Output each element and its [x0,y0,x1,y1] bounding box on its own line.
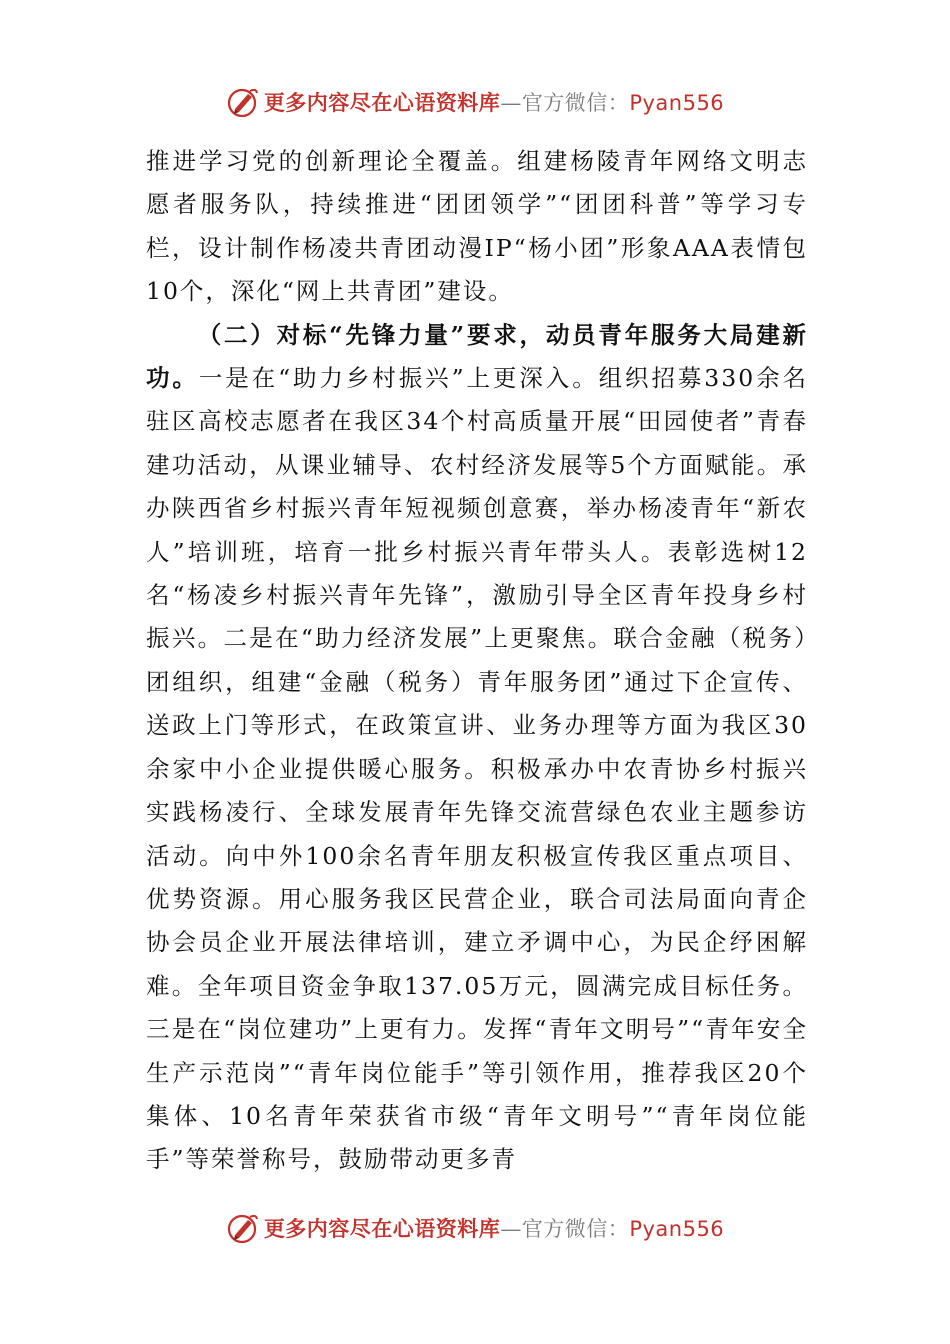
section-heading: （二）对标“先锋力量”要求，动员青年服务大局建新功。 [146,320,808,393]
watermark-text [264,87,724,117]
watermark-text [264,1213,724,1243]
watermark-dash: — [500,1217,522,1241]
paragraph-2-text: 一是在“助力乡村振兴”上更深入。组织招募330余名驻区高校志愿者在我区34个村高质量开展“田园使者”青春建功活动，从课业辅导、农村经济发展等5个方面赋能。承办陕西省乡村振兴青年短视频创意赛，举办杨凌青年“新农人”培训班，培育一批乡村振兴青年带头人。表彰选树12名“杨凌乡村振兴青年先锋”，激励引导全区青年投身乡村振兴。二是在“助力经济发展”上更聚焦。联合金融（税务）团组织，组建“金融（税务）青年服务团”通过下企宣传、送政上门等形式，在政策宣讲、业务办理等方面为我区30余家中小企业提供暖心服务。积极承办中农青协乡村振兴实践杨凌行、全球发展青年先锋交流营绿色农业主题参访活动。向中外100余名青年朋友积极宣传我区重点项目、优势资源。用心服务我区民营企业，联合司法局面向青企协会员企业开展法律培训，建立矛调中心，为民企纾困解难。全年项目资金争取137.05万元，圆满完成目标任务。三是在“岗位建功”上更有力。发挥“青年文明号”“青年安全生产示范岗”“青年岗位能手”等引领作用，推荐我区20个集体、10名青年荣获省市级“青年文明号”“青年岗位能手”等荣誉称号，鼓励带动更多青 [146,364,808,1174]
watermark-wechat-id: Pyan556 [629,91,725,115]
watermark-banner-bottom [0,1208,950,1248]
paragraph-2 [146,314,808,1182]
watermark-main-text: 更多内容尽在心语资料库 [263,1216,501,1241]
watermark-main-text: 更多内容尽在心语资料库 [263,90,501,115]
pen-circle-logo-icon [226,1211,260,1245]
watermark-sub-text: 官方微信： [521,91,630,115]
watermark-banner-top [0,82,950,122]
watermark-wechat-id: Pyan556 [629,1217,725,1241]
watermark-dash: — [500,91,522,115]
paragraph-1: 推进学习党的创新理论全覆盖。组建杨陵青年网络文明志愿者服务队，持续推进“团团领学”“团团科普”等学习专栏，设计制作杨凌共青团动漫IP“杨小团”形象AAA表情包10个，深化“网上共青团”建设。 [146,147,808,306]
document-body [146,140,808,1182]
pen-circle-logo-icon [226,85,260,119]
watermark-sub-text: 官方微信： [521,1217,630,1241]
